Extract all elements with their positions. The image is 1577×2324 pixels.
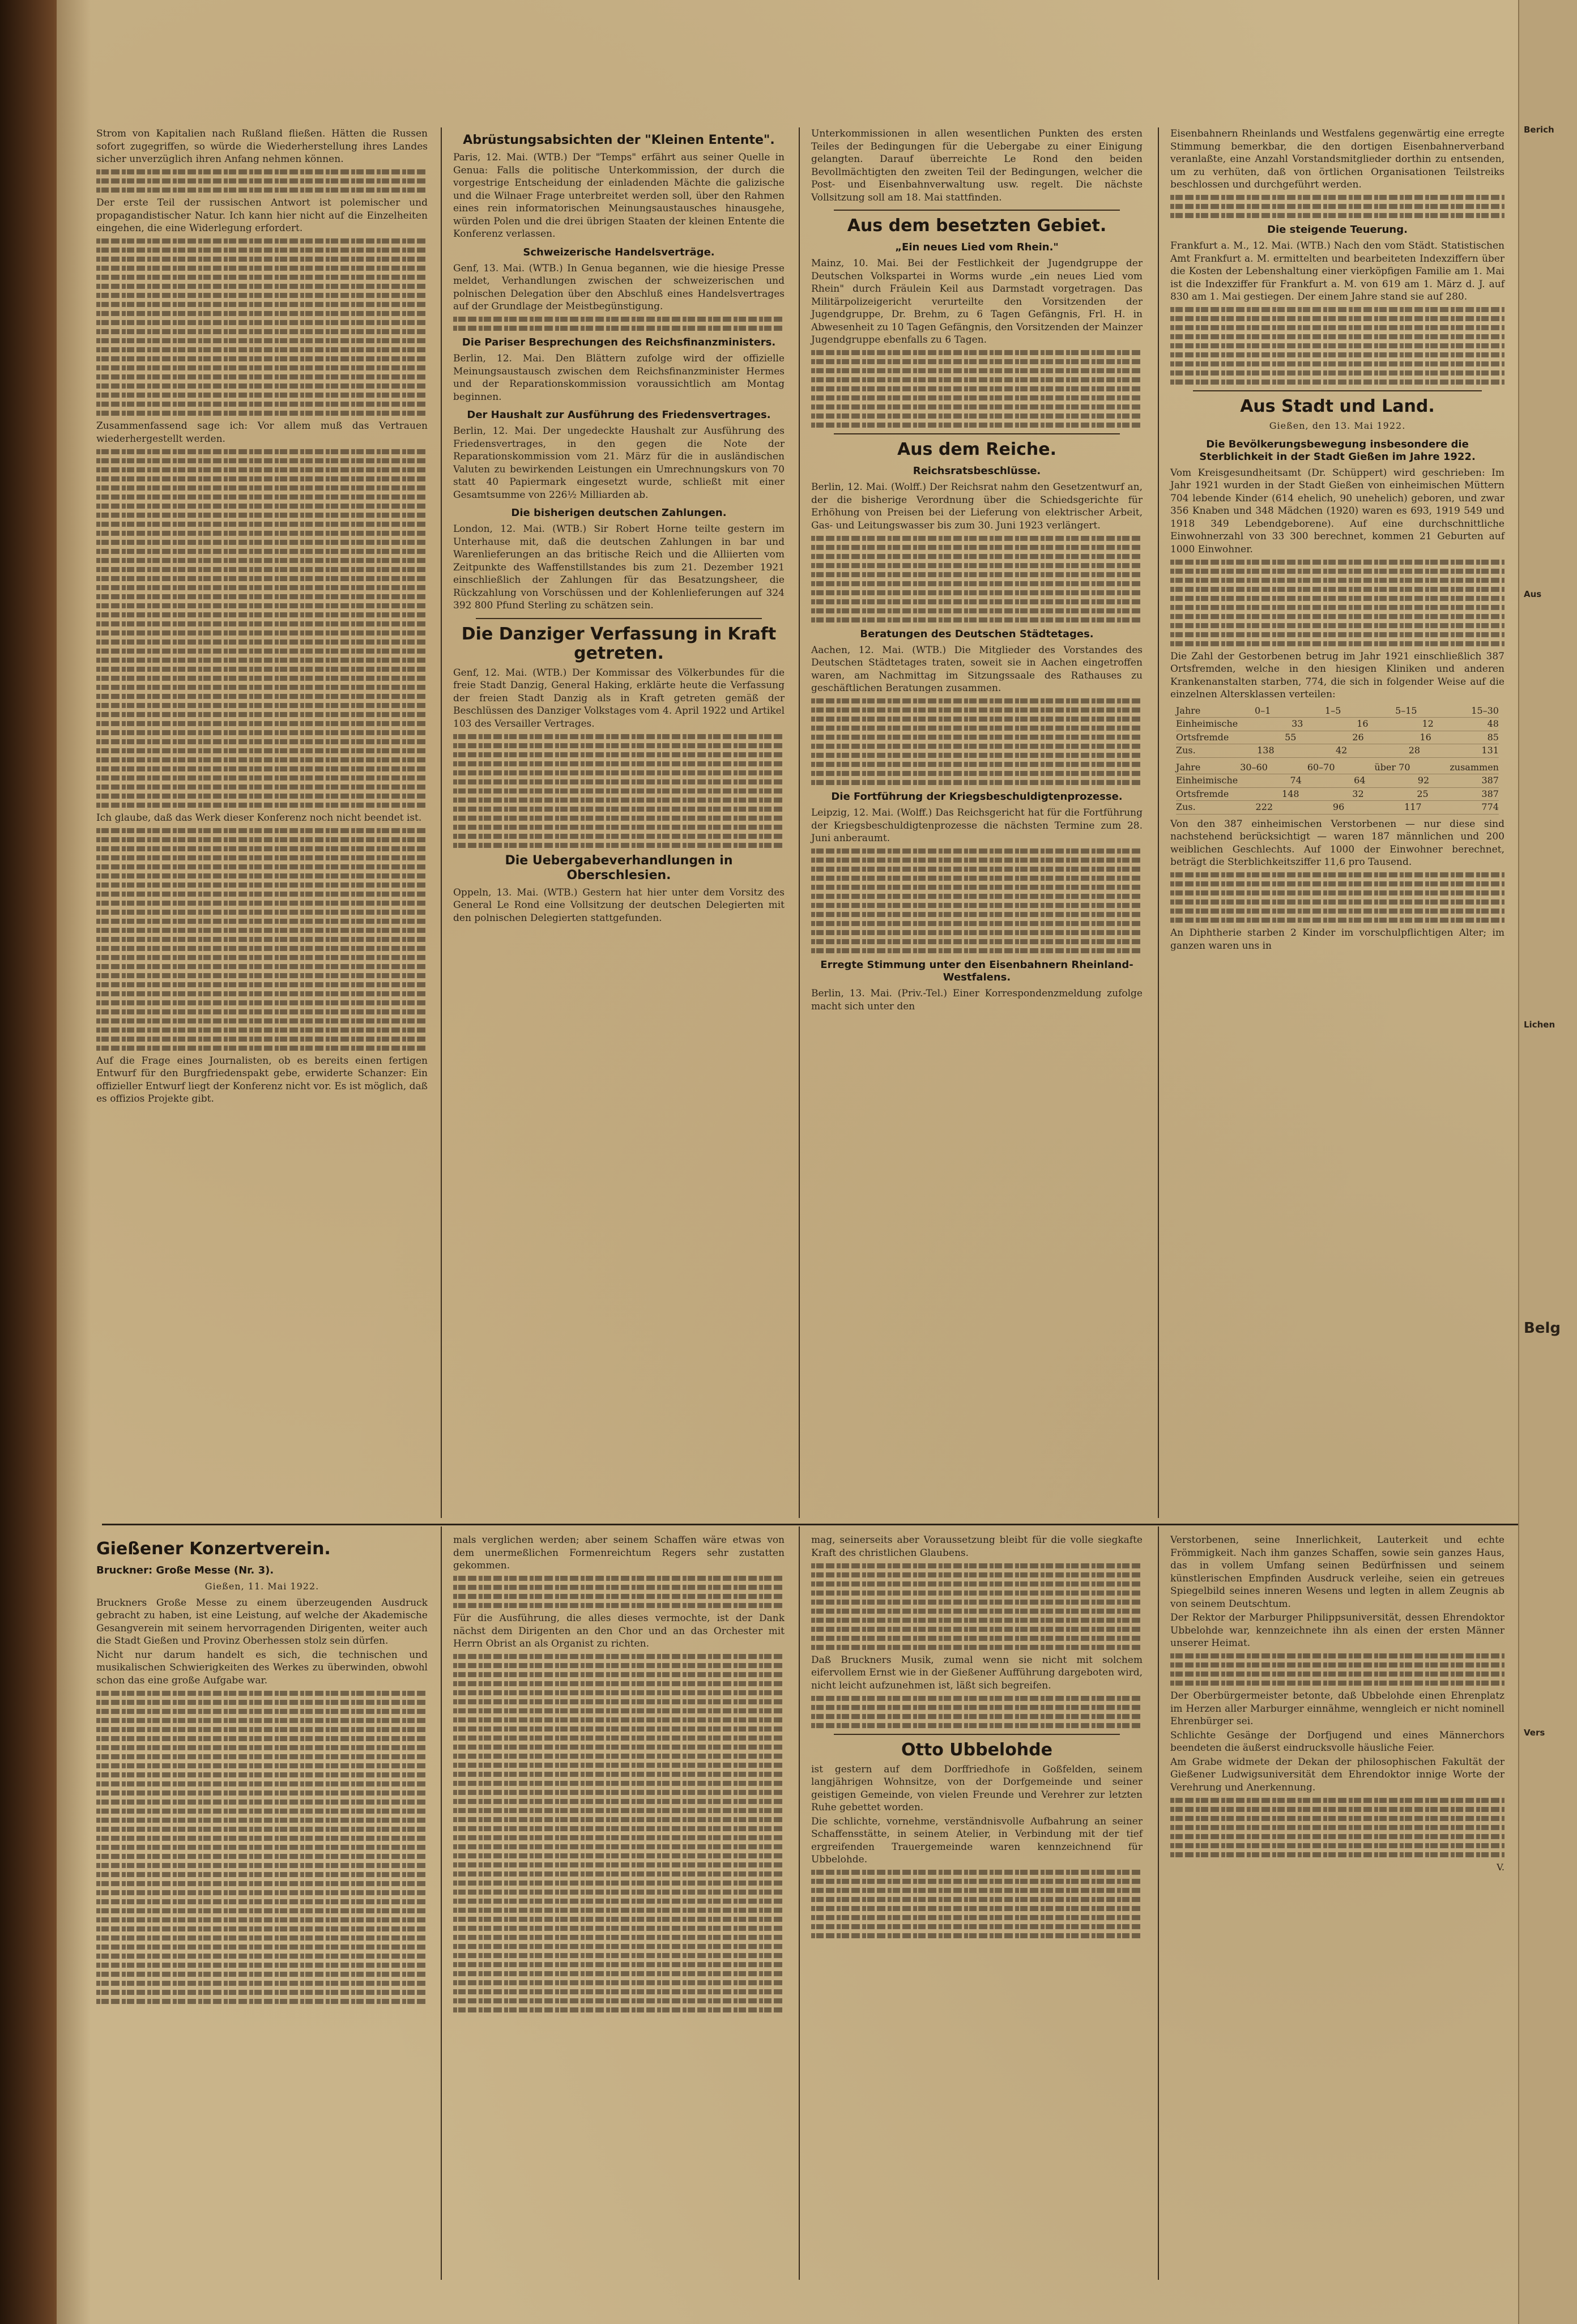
article-text: Bruckners Große Messe zu einem überzeugenden Ausdruck gebracht zu haben, ist eine Leistung, auf welche der Akademische Gesangverein mit seinem hervorragenden Dirigenten, weiter auch die Stadt Gießen und Provinz Oberhessen stolz sein dürfen. [96,1597,428,1647]
adjacent-page-fragment: Berich [1524,125,1554,135]
headline: Schweizerische Handelsverträge. [523,246,715,258]
headline: Die Fortführung der Kriegsbeschuldigtenprozesse. [831,791,1123,803]
body-text-block [811,698,1143,785]
body-text-block [96,1691,428,2004]
body-text-block [96,449,428,808]
article-text: Berlin, 12. Mai. Der ungedeckte Haushalt zur Ausführung des Friedensvertrages, in den gegen die Note der Reparationskommission vom 21. März für die in ausländischen Valuten zu bewirkenden Leistungen ein Umrechnungskurs von 70 statt 40 Papiermark eingesetzt wurde, schließt mit einer Gesamtsumme von 226½ Milliarden ab. [453,425,785,501]
column-rule [441,127,442,1518]
headline: Die Uebergabeverhandlungen in Oberschlesien. [505,853,733,882]
article-text: Verstorbenen, seine Innerlichkeit, Lauterkeit und echte Frömmigkeit. Nach ihm ganzes Schaffen, sowie sein ganzes Haus, das in vollem Umfang seinen Bedürfnissen und seinem künstlerischen Empfinden Ausdruck verleihe, seien ein getreues Spiegelbild seines inneren Wesens und legten in allem Zeugnis ab von seinem Deutschtum. [1170,1534,1504,1610]
article-text: Die Zahl der Gestorbenen betrug im Jahr 1921 einschließlich 387 Ortsfremden, welche in den hiesigen Kliniken und anderen Krankenanstalten starben, 774, die sich in folgender Weise auf die einzelnen Altersklassen verteilen: [1170,650,1504,700]
article-column-1 [96,127,428,1107]
article-text: Nicht nur darum handelt es sich, die technischen und musikalischen Schwierigkeiten des Werkes zu überwinden, obwohl schon das eine große Aufgabe war. [96,1649,428,1686]
feuilleton-column-3 [811,1534,1143,1942]
article-text: Unterkommissionen in allen wesentlichen Punkten des ersten Teiles der Bedingungen für die Uebergabe zu einer Einigung gelangten. Darauf überreichte Le Rond den beiden Bevollmächtigten den zweiten Teil der Bedingungen, welcher die Post- und Eisenbahnverwaltung usw. regelt. Die nächste Vollsitzung soll am 18. Mai stattfinden. [811,128,1143,203]
headline: Die Bevölkerungsbewegung insbesondere die Sterblichkeit in der Stadt Gießen im Jahre 1922. [1199,438,1476,463]
table-row: Ortsfremde 55 26 16 85 [1176,731,1499,745]
body-text-block [811,1870,1143,1938]
body-text-block [811,350,1143,428]
headline: Die bisherigen deutschen Zahlungen. [511,507,727,519]
article-text: Für die Ausführung, die alles dieses vermochte, ist der Dank nächst dem Dirigenten an den Chor und an das Orchester mit Herrn Obrist an als Organist zu richten. [453,1613,785,1649]
body-text-block [1170,560,1504,646]
headline: Die steigende Teuerung. [1267,224,1408,236]
article-text: Die schlichte, vornehme, verständnisvolle Aufbahrung an seiner Schaffensstätte, in seinem Atelier, in Verbindung mit der tief ergreifenden Trauergemeinde waren kennzeichnend für Ubbelohde. [811,1815,1143,1865]
subheadline: Bruckner: Große Messe (Nr. 3). [96,1564,274,1576]
article-text: Berlin, 12. Mai. Den Blättern zufolge wird der offizielle Meinungsaustausch zwischen dem Reichsfinanzminister Hermes und der Reparationskommission voraussichtlich am Montag beginnen. [453,353,785,403]
headline: Erregte Stimmung unter den Eisenbahnern Rheinland-Westfalens. [820,959,1133,983]
subheadline: „Ein neues Lied vom Rhein." [895,241,1059,253]
headline: Die Danziger Verfassung in Kraft getreten. [461,624,777,663]
article-separator [834,210,1120,211]
feuilleton-column-2 [453,1534,785,2016]
dateline: Gießen, 11. Mai 1922. [204,1581,319,1592]
body-text-block [453,1654,785,2012]
adjacent-page-fragment: Vers [1524,1728,1545,1738]
body-text-block [1170,872,1504,923]
article-separator [834,1734,1120,1735]
article-text: Der Rektor der Marburger Philippsuniversität, dessen Ehrendoktor Ubbelohde war, kennzeichnete ihn als einen der ersten Männer unserer Heimat. [1170,1612,1504,1649]
article-text: Am Grabe widmete der Dekan der philosophischen Fakultät der Gießener Ludwigsuniversität dem Ehrendoktor innige Worte der Verehrung und Anerkennung. [1170,1756,1504,1793]
headline: Otto Ubbelohde [901,1739,1052,1760]
table-header: Jahre 0–1 1–5 5–15 15–30 [1176,705,1499,718]
article-text: Leipzig, 12. Mai. (Wolff.) Das Reichsgericht hat für die Fortführung der Kriegsbeschuldigtenprozesse die nächsten Termine zum 28. Juni anberaumt. [811,807,1143,844]
article-text: Daß Bruckners Musik, zumal wenn sie nicht mit solchem eifervollem Ernst wie in der Gießener Aufführung dargeboten wird, nicht leicht aufzunehmen ist, läßt sich begreifen. [811,1654,1143,1691]
article-text: Eisenbahnern Rheinlands und Westfalens gegenwärtig eine erregte Stimmung bemerkbar, die den dortigen Eisenbahnerverband veranlaßte, eine Anzahl Vorstandsmitglieder dorthin zu entsenden, um zu verhüten, daß von örtlichen Organisationen Teilstreiks beschlossen und durchgeführt werden. [1170,128,1504,190]
mortality-table [1176,761,1499,815]
section-divider [102,1524,1518,1525]
article-text: Berlin, 13. Mai. (Priv.-Tel.) Einer Korrespondenzmeldung zufolge macht sich unter den [811,988,1143,1012]
body-text-block [811,1696,1143,1728]
article-text: mals verglichen werden; aber seinem Schaffen wäre etwas von dem unermeßlichen Formenreichtum Regers sehr zustatten gekommen. [453,1534,785,1571]
article-text: Paris, 12. Mai. (WTB.) Der "Temps" erfährt aus seiner Quelle in Genua: Falls die politische Unterkommission, der durch die vorgestrige Entscheidung der einladenden Mächte die galizische und die Wilnaer Frage unterbreitet werden soll, über den Rahmen eines rein informatorischen Meinungsaustausches hinausgehe, würden Polen und die drei übrigen Staaten der kleinen Entente die Konferenz verlassen. [453,152,785,240]
article-text: mag, seinerseits aber Voraussetzung bleibt für die volle siegkafte Kraft des christlichen Glaubens. [811,1534,1143,1559]
article-column-2 [453,127,785,926]
article-text: Von den 387 einheimischen Verstorbenen — nur diese sind nachstehend berücksichtigt — waren 187 männlichen und 200 weiblichen Geschlechts. Auf 1000 der Einwohner berechnet, beträgt die Sterblichkeitsziffer 11,6 pro Tausend. [1170,818,1504,868]
article-text: Oppeln, 13. Mai. (WTB.) Gestern hat hier unter dem Vorsitz des General Le Rond eine Vollsitzung der deutschen Delegierten mit den polnischen Delegierten stattgefunden. [453,886,785,924]
headline: Aus Stadt und Land. [1240,396,1435,416]
adjacent-page-edge [1518,0,1577,2324]
body-text-block [96,828,428,1051]
article-text: Der erste Teil der russischen Antwort ist polemischer und propagandistischer Natur. Ich kann hier nicht auf die Einzelheiten eingehen, die eine Widerlegung erfordert. [96,197,428,234]
article-text: An Diphtherie starben 2 Kinder im vorschulpflichtigen Alter; im ganzen waren uns in [1170,927,1504,952]
article-text: Vom Kreisgesundheitsamt (Dr. Schüppert) wird geschrieben: Im Jahr 1921 wurden in der Stadt Gießen von einheimischen Müttern 704 lebende Kinder (614 ehelich, 90 unehelich) geboren, und zwar 356 Knaben und 348 Mädchen (1920) waren es 693, 1919 549 und 1918 349 Lebendgeborene). Auf eine durchschnittliche Einwohnerzahl von 33 300 berechnet, kommen 21 Geburten auf 1000 Einwohner. [1170,467,1504,555]
body-text-block [811,848,1143,953]
headline: Die Pariser Besprechungen des Reichsfinanzministers. [462,336,776,348]
body-text-block [811,1563,1143,1650]
feuilleton-column-4 [1170,1534,1504,1876]
table-row: Einheimische 74 64 92 387 [1176,774,1499,788]
column-rule [799,127,800,1518]
adjacent-page-fragment: Belg [1524,1320,1561,1337]
article-separator [834,433,1120,434]
column-rule [799,1526,800,2280]
article-text: Frankfurt a. M., 12. Mai. (WTB.) Nach den vom Städt. Statistischen Amt Frankfurt a. M. ermittelten und bearbeiteten Indexziffern über die Kosten der Lebenshaltung einer vierköpfigen Familie am 1. Mai ist die Indexziffer für Frankfurt a. M. von 619 am 1. März d. J. auf 830 am 1. Mai gestiegen. Der einem Jahre stand sie auf 280. [1170,240,1504,302]
article-text: ist gestern auf dem Dorffriedhofe in Goßfelden, seinem langjährigen Wohnsitze, von der Dorfgemeinde und seiner geistigen Gemeinde, von vielen Freunde und Verehrer zur letzten Ruhe gebettet worden. [811,1763,1143,1813]
article-separator [1193,390,1482,391]
article-text: Ich glaube, daß das Werk dieser Konferenz noch nicht beendet ist. [96,812,422,824]
table-row: Ortsfremde 148 32 25 387 [1176,788,1499,801]
column-rule [1158,127,1159,1518]
article-text: Aachen, 12. Mai. (WTB.) Die Mitglieder des Vorstandes des Deutschen Städtetages traten, soweit sie in Aachen eingetroffen waren, am Nachmittag im Sitzungssaale des Rathauses zu geschäftlichen Beratungen zusammen. [811,644,1143,694]
body-text-block [811,536,1143,622]
article-text: Genf, 12. Mai. (WTB.) Der Kommissar des Völkerbundes für die freie Stadt Danzig, General Haking, erklärte heute die Verfassung der freien Stadt Danzig als in Kraft getreten gemäß der Beschlüssen des Danziger Volkstages vom 4. April 1922 und Artikel 103 des Versailler Vertrages. [453,667,785,730]
column-rule [1158,1526,1159,2280]
adjacent-page-fragment: Lichen [1524,1020,1555,1030]
body-text-block [1170,195,1504,218]
body-text-block [453,317,785,331]
body-text-block [96,238,428,416]
author-signature: V. [1497,1861,1504,1873]
mortality-table [1176,705,1499,758]
headline: Beratungen des Deutschen Städtetages. [860,628,1094,640]
body-text-block [1170,1653,1504,1686]
body-text-block [1170,1798,1504,1857]
article-text: Strom von Kapitalien nach Rußland fließen. Hätten die Russen sofort zugegriffen, so würde die Wiederherstellung ihres Landes sicher unverzüglich ihren Anfang nehmen können. [96,128,428,165]
article-text: Schlichte Gesänge der Dorfjugend und eines Männerchors beendeten die äußerst eindrucksvolle häusliche Feier. [1170,1729,1504,1754]
dateline: Gießen, den 13. Mai 1922. [1269,420,1406,431]
headline: Abrüstungsabsichten der "Kleinen Entente". [463,133,775,147]
article-separator [476,618,762,619]
subheadline: Reichsratsbeschlüsse. [913,465,1041,477]
table-row: Zus. 138 42 28 131 [1176,744,1499,758]
headline: Der Haushalt zur Ausführung des Friedensvertrages. [467,409,771,421]
article-text: Genf, 13. Mai. (WTB.) In Genua begannen, wie die hiesige Presse meldet, Verhandlungen zwischen der schweizerischen und polnischen Delegation über den Abschluß eines Handelsvertrages auf der Grundlage der Meistbegünstigung. [453,262,785,312]
headline: Gießener Konzertverein. [96,1539,331,1559]
article-text: Zusammenfassend sage ich: Vor allem muß das Vertrauen wiederhergestellt werden. [96,420,428,445]
table-header: Jahre 30–60 60–70 über 70 zusammen [1176,761,1499,775]
table-row: Zus. 222 96 117 774 [1176,801,1499,815]
column-rule [441,1526,442,2280]
table-row: Einheimische 33 16 12 48 [1176,718,1499,731]
article-text: Berlin, 12. Mai. (Wolff.) Der Reichsrat nahm den Gesetzentwurf an, der die bisherige Verordnung über die Schiedsgerichte für Erhöhung von Preisen bei der Lieferung von elektrischer Arbeit, Gas- und Leitungswasser bis zum 30. Juni 1923 verlängert. [811,481,1143,531]
article-column-3 [811,127,1143,1014]
body-text-block [453,1576,785,1608]
adjacent-page-fragment: Aus [1524,589,1542,599]
article-text: Der Oberbürgermeister betonte, daß Ubbelohde einen Ehrenplatz im Herzen aller Marburger einnähme, wenngleich er nicht nominell Ehrenbürger sei. [1170,1690,1504,1727]
body-text-block [96,169,428,193]
article-text: Auf die Frage eines Journalisten, ob es bereits einen fertigen Entwurf für den Burgfriedenspakt gebe, erwiderte Schanzer: Ein offizieller Entwurf liegt der Konferenz nicht vor. Es ist möglich, daß es offizios Projekte gibt. [96,1055,428,1105]
body-text-block [1170,307,1504,385]
feuilleton-column-1 [96,1534,428,2008]
article-text: London, 12. Mai. (WTB.) Sir Robert Horne teilte gestern im Unterhause mit, daß die deutschen Zahlungen in bar und Warenlieferungen an das britische Reich und die Alliierten vom Zeitpunkte des Waffenstillstandes bis zum 21. Dezember 1921 einschließlich der Zahlungen für das Besatzungsheer, die Rückzahlung von Vorschüssen und der Kohlenlieferungen auf 324 392 800 Pfund Sterling zu schätzen sein. [453,523,785,611]
article-column-4 [1170,127,1504,953]
article-text: Mainz, 10. Mai. Bei der Festlichkeit der Jugendgruppe der Deutschen Volkspartei in Worms wurde „ein neues Lied vom Rhein" durch Fräulein Keil aus Darmstadt vorgetragen. Das Militärpolizeigericht verurteilte den Vorsitzenden der Jugendgruppe, Dr. Brehm, zu 6 Tagen Gefängnis, Frl. H. in Abwesenheit zu 10 Tagen Gefängnis, den Vorsitzenden der Mainzer Jugendgruppe ebenfalls zu 6 Tagen. [811,258,1143,346]
headline: Aus dem Reiche. [897,440,1056,459]
body-text-block [453,734,785,848]
headline: Aus dem besetzten Gebiet. [847,216,1107,236]
